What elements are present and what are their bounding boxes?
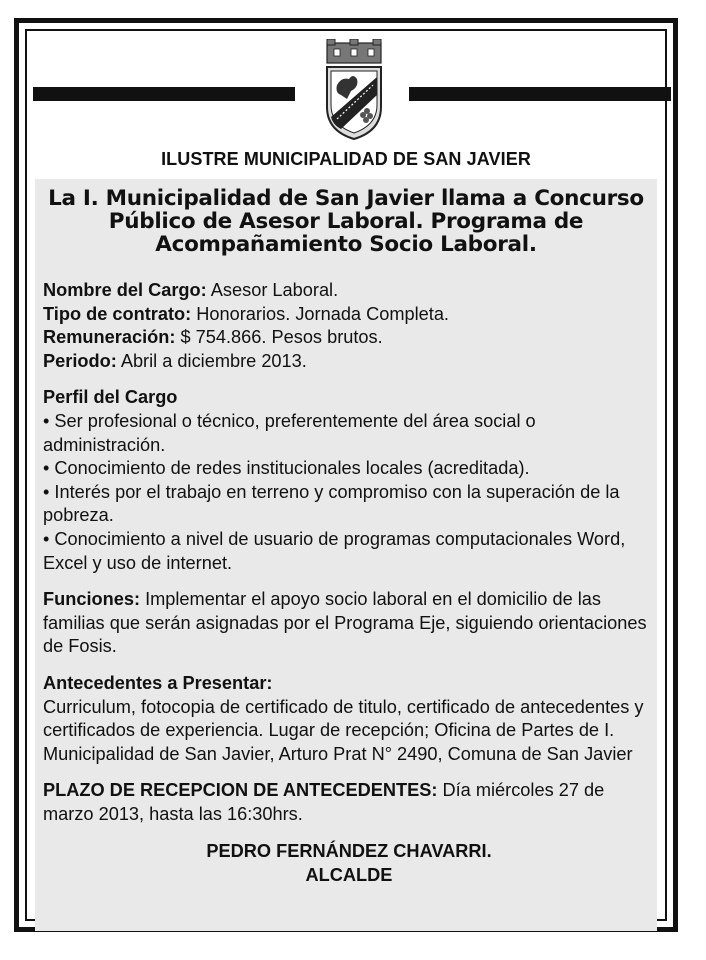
field-cargo [43, 279, 655, 303]
remuneracion-label: Remuneración: [43, 327, 176, 348]
cargo-label: Nombre del Cargo: [43, 280, 207, 300]
signature-block [43, 840, 655, 887]
antecedentes-text: Curriculum, fotocopia de certificado de titulo, certificado de antecedentes y certificados de experiencia. Lugar de recepción; Oficina de Partes de I. Municipalidad de San Javier, Arturo Prat N° 2490, Comuna de San Javier [43, 696, 644, 764]
plazo-section [43, 779, 655, 826]
headline: La I. Municipalidad de San Javier llama a Concurso Público de Asesor Laboral. Programa de Acompañamiento Socio Laboral. [48, 186, 644, 257]
municipality-name: ILUSTRE MUNICIPALIDAD DE SAN JAVIER [161, 149, 531, 169]
plazo-text: Día miércoles 27 de marzo 2013, hasta las 16:30hrs. [43, 780, 605, 824]
header-rule-left [33, 87, 295, 101]
cargo-value: Asesor Laboral. [206, 280, 339, 300]
perfil-item: • Ser profesional o técnico, preferentemente del área social o administración. [43, 410, 536, 455]
field-periodo [43, 350, 655, 374]
municipal-crest-icon [323, 39, 385, 141]
signature-name: PEDRO FERNÁNDEZ CHAVARRI. [206, 841, 492, 862]
plazo-label: PLAZO DE RECEPCION DE ANTECEDENTES: [43, 780, 438, 801]
perfil-item: • Conocimiento a nivel de usuario de programas computacionales Word, Excel y uso de internet. [43, 528, 626, 573]
periodo-value: Abril a diciembre 2013. [116, 350, 307, 371]
content-panel [35, 179, 657, 931]
periodo-label: Periodo: [43, 350, 117, 371]
antecedentes-title: Antecedentes a Presentar: [43, 672, 273, 693]
funciones-section [43, 588, 655, 659]
field-contrato [43, 303, 655, 327]
perfil-item: • Interés por el trabajo en terreno y compromiso con la superación de la pobreza. [43, 481, 620, 526]
remuneracion-value: $ 754.866. Pesos brutos. [175, 327, 383, 348]
contrato-value: Honorarios. Jornada Completa. [191, 303, 449, 324]
perfil-item: • Conocimiento de redes institucionales locales (acreditada). [43, 458, 530, 479]
funciones-text: Implementar el apoyo socio laboral en el domicilio de las familias que serán asignadas por el Programa Eje, siguiendo orientaciones de Fosis. [43, 589, 647, 657]
notice-frame [14, 18, 678, 932]
notice-body [43, 279, 655, 888]
funciones-label: Funciones: [43, 589, 141, 610]
notice-inner-frame [25, 29, 667, 921]
signature-title: ALCALDE [305, 865, 393, 886]
field-remuneracion [43, 326, 655, 350]
contrato-label: Tipo de contrato: [43, 303, 192, 324]
perfil-title: Perfil del Cargo [43, 387, 178, 408]
header-rule-right [409, 87, 671, 101]
